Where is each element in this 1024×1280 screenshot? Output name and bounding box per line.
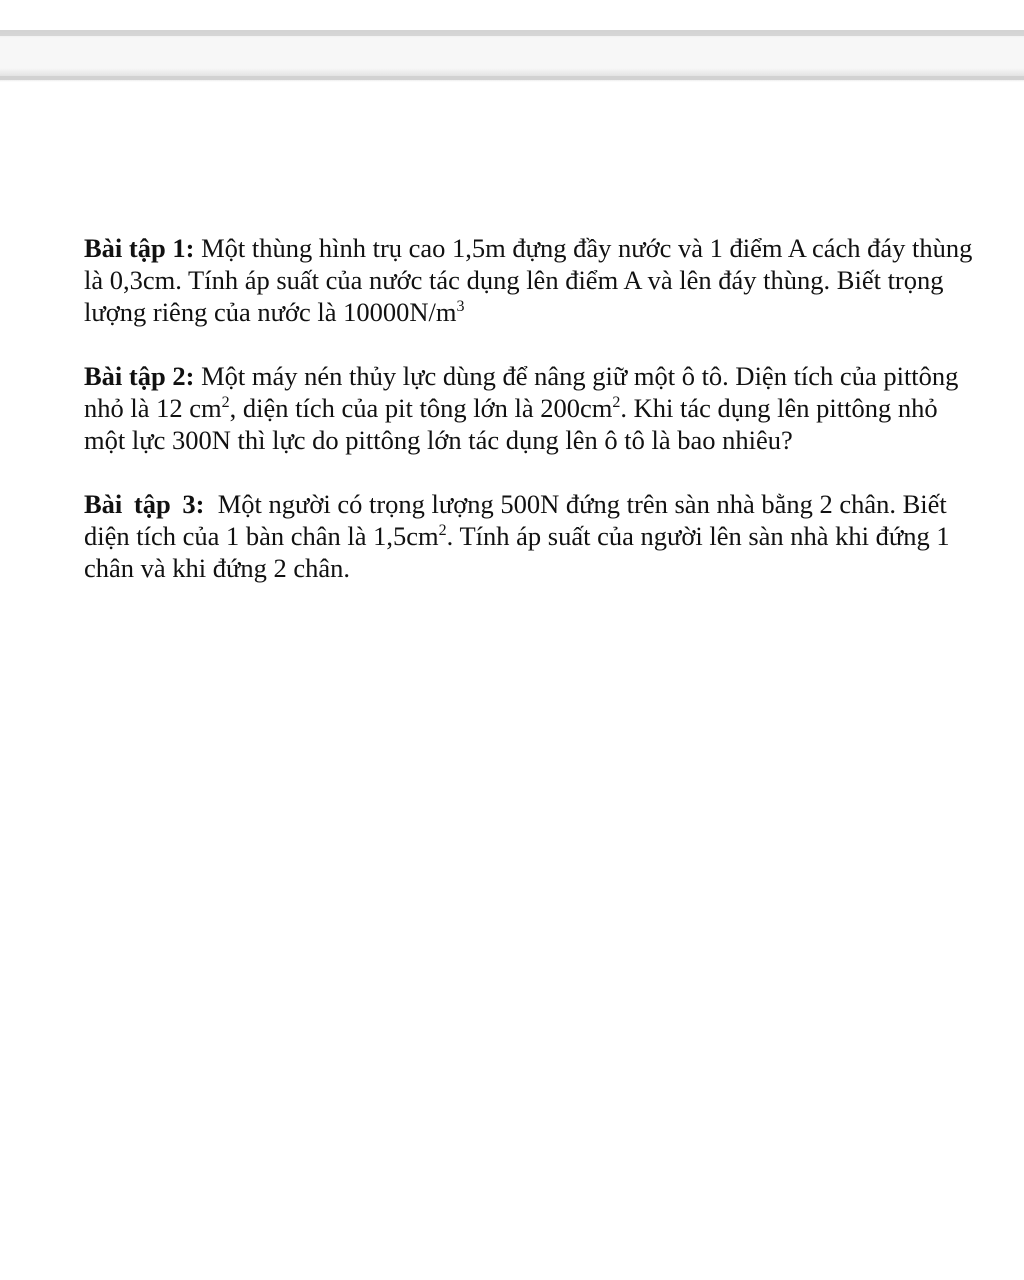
exercise-3-text-b: . Tính áp suất của người lên sàn nhà khi đứng 1 chân và khi đứng 2 chân. bbox=[84, 521, 950, 583]
exercise-3-text-a: Một người có trọng lượng 500N đứng trên sàn nhà bằng 2 chân. Biết diện tích của 1 bàn chân là 1,5cm bbox=[84, 489, 954, 551]
exercise-2-text-b: , diện tích của pit tông lớn là 200cm bbox=[229, 393, 613, 423]
exercise-3-label: Bài tập 3: bbox=[84, 489, 205, 519]
toolbar-top-edge bbox=[0, 30, 1024, 36]
exercise-2-text-c: . Khi tác dụng lên pittông nhỏ một lực 300N thì lực do pittông lớn tác dụng lên ô tô là bao nhiêu? bbox=[84, 393, 938, 455]
exercise-2-superscript-b: 2 bbox=[612, 394, 621, 411]
exercise-1 bbox=[84, 232, 984, 328]
exercise-2-text-a: Một máy nén thủy lực dùng để nâng giữ một ô tô. Diện tích của pittông nhỏ là 12 cm bbox=[84, 361, 959, 423]
document-content bbox=[84, 232, 984, 616]
exercise-1-superscript: 3 bbox=[456, 298, 465, 315]
exercise-2-superscript-a: 2 bbox=[221, 394, 230, 411]
exercise-1-text: Một thùng hình trụ cao 1,5m đựng đầy nước và 1 điểm A cách đáy thùng là 0,3cm. Tính áp suất của nước tác dụng lên điểm A và lên đáy thùng. Biết trọng lượng riêng của nước là 10000N/m bbox=[84, 233, 973, 327]
toolbar-bottom-edge bbox=[0, 76, 1024, 80]
document-page bbox=[0, 82, 1024, 1280]
viewer-toolbar-strip bbox=[0, 30, 1024, 82]
exercise-1-label: Bài tập 1: bbox=[84, 233, 195, 263]
exercise-3-superscript: 2 bbox=[438, 522, 447, 539]
exercise-3 bbox=[84, 488, 984, 584]
exercise-2 bbox=[84, 360, 984, 456]
exercise-2-label: Bài tập 2: bbox=[84, 361, 195, 391]
